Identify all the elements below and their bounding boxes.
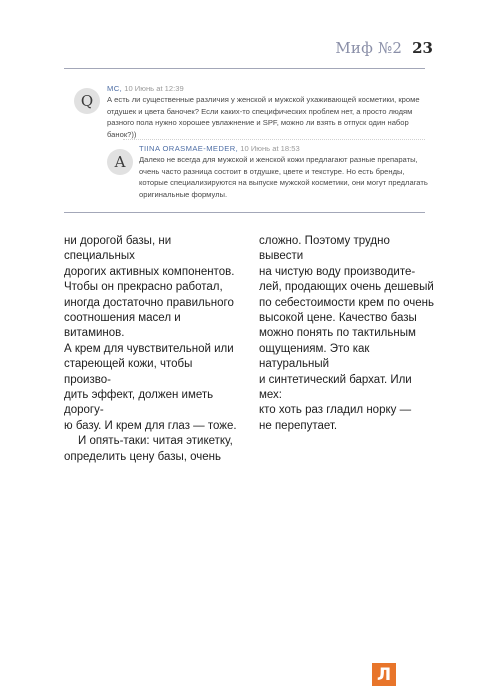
running-head (335, 39, 433, 57)
running-title: Миф №2 (335, 39, 403, 57)
left-paragraph-2: И опять-таки: читая этикетку, определить цену базы, очень (64, 435, 233, 463)
page-number: 23 (412, 39, 433, 57)
answer-author: TIINA ORASMAE-MEDER, (139, 144, 239, 153)
answer-text: Далеко не всегда для мужской и женской кожи предлагают разные препараты, очень часто разница состоит в отдушке, цвете и текстуре. Но есть бренды, которые специализируются на выпуске мужской косметики, они могут предлагать оригинальные формулы. (139, 155, 428, 199)
question-badge: Q (74, 88, 100, 114)
question-meta (107, 83, 425, 94)
bottom-divider (64, 212, 425, 213)
body-columns (64, 234, 434, 465)
question-comment (107, 83, 425, 140)
question-text: А есть ли существенные различия у женской и мужской ухаживающей косметики, кроме отдушек и цвета баночек? Если каких-то специфических проблем нет, а просто людям разного пола нужно хорошее увлажнение и SPF, можно ли взять в отпуск один набор банок?)) (107, 95, 420, 139)
reply-divider (123, 139, 425, 140)
publisher-logo-icon: Л (372, 663, 396, 686)
top-divider (64, 68, 425, 69)
left-paragraph-1: ни дорогой базы, ни специальных дорогих активных компонентов. Чтобы он прекрасно работал, иногда достаточно правильного соотношения масел и витаминов. А крем для чувствительной или стареющей кожи, чтобы произво- дить эффект, должен иметь дорогу- ю базу. И крем для глаз — тоже. (64, 235, 237, 432)
answer-comment (139, 143, 429, 200)
question-author: MC, (107, 84, 123, 93)
right-paragraph-1: сложно. Поэтому трудно вывести на чистую воду производите- лей, продающих очень дешевый по себестоимости крем по очень высокой цене. Качество базы можно понять по тактильным ощущениям. Это как натуральный и синтетический бархат. Или мех: кто хоть раз гладил норку — не перепутает. (259, 235, 434, 432)
right-column (259, 234, 434, 465)
left-column (64, 234, 239, 465)
question-date: 10 Июнь at 12:39 (124, 84, 184, 93)
answer-badge: A (107, 149, 133, 175)
answer-meta (139, 143, 429, 154)
answer-date: 10 Июнь at 18:53 (240, 144, 300, 153)
